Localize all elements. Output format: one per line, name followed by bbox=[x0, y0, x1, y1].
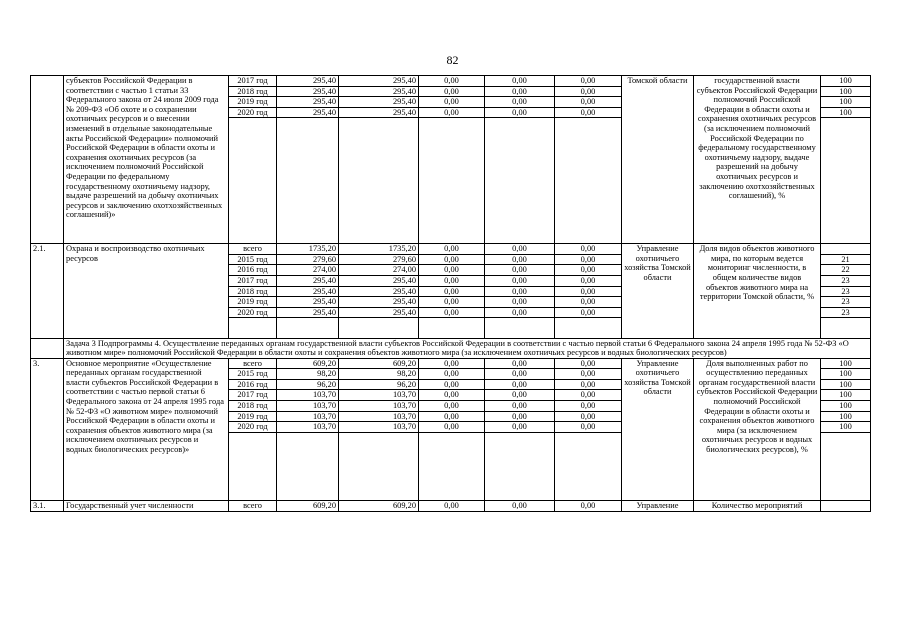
period-cell: 2017 год bbox=[229, 390, 277, 401]
funding-cell: 0,00 bbox=[485, 286, 555, 297]
empty-cell bbox=[555, 118, 622, 244]
indicator-value: 100 bbox=[821, 97, 871, 108]
funding-cell: 0,00 bbox=[419, 97, 485, 108]
period-cell: всего bbox=[229, 358, 277, 369]
funding-cell: 0,00 bbox=[485, 297, 555, 308]
funding-cell: 96,20 bbox=[339, 379, 419, 390]
funding-cell: 0,00 bbox=[555, 501, 622, 512]
funding-cell: 0,00 bbox=[419, 307, 485, 318]
indicator-value: 100 bbox=[821, 379, 871, 390]
total-cell: 96,20 bbox=[277, 379, 339, 390]
funding-cell: 0,00 bbox=[419, 401, 485, 412]
period-cell: 2020 год bbox=[229, 422, 277, 433]
executor-cell: Управление охотничьего хозяйства Томской области bbox=[622, 244, 694, 338]
funding-cell: 0,00 bbox=[555, 254, 622, 265]
period-cell: 2017 год bbox=[229, 275, 277, 286]
period-cell: 2018 год bbox=[229, 401, 277, 412]
funding-cell: 0,00 bbox=[485, 411, 555, 422]
period-cell: 2015 год bbox=[229, 369, 277, 380]
funding-cell: 0,00 bbox=[555, 76, 622, 87]
funding-cell: 0,00 bbox=[485, 369, 555, 380]
total-cell: 295,40 bbox=[277, 97, 339, 108]
indicator-value: 100 bbox=[821, 369, 871, 380]
funding-cell: 0,00 bbox=[555, 286, 622, 297]
empty-cell bbox=[31, 338, 64, 358]
period-cell: 2016 год bbox=[229, 379, 277, 390]
row-code bbox=[31, 76, 64, 244]
funding-cell: 0,00 bbox=[485, 107, 555, 118]
funding-cell: 609,20 bbox=[339, 501, 419, 512]
total-cell: 295,40 bbox=[277, 86, 339, 97]
funding-cell: 0,00 bbox=[555, 265, 622, 276]
empty-cell bbox=[339, 318, 419, 338]
empty-cell bbox=[229, 118, 277, 244]
indicator-value: 23 bbox=[821, 297, 871, 308]
total-cell: 609,20 bbox=[277, 358, 339, 369]
funding-cell: 295,40 bbox=[339, 76, 419, 87]
funding-cell: 0,00 bbox=[485, 422, 555, 433]
activity-name: Основное мероприятие «Осуществление переданных органам государственной власти субъектов Российской Федерации в соответствии с частью первой статьи 6 Федерального закона от 24 апреля 1995 года № 52-ФЗ «О животном мире» полномочий Российской Федерации в области охоты и сохранения объектов животного мира (за исключением охотничьих ресурсов и водных биологических ресурсов)» bbox=[64, 358, 229, 500]
funding-cell: 0,00 bbox=[555, 86, 622, 97]
empty-cell bbox=[229, 432, 277, 500]
funding-cell: 295,40 bbox=[339, 286, 419, 297]
funding-cell: 0,00 bbox=[555, 401, 622, 412]
funding-cell: 1735,20 bbox=[339, 244, 419, 255]
indicator-cell: Доля видов объектов животного мира, по которым ведется мониторинг численности, в общем количестве видов объектов животного мира на территории Томской области, % bbox=[694, 244, 821, 338]
empty-cell bbox=[821, 118, 871, 244]
funding-cell: 0,00 bbox=[419, 297, 485, 308]
funding-cell: 0,00 bbox=[555, 358, 622, 369]
total-cell: 103,70 bbox=[277, 401, 339, 412]
empty-cell bbox=[419, 432, 485, 500]
indicator-value: 23 bbox=[821, 307, 871, 318]
funding-cell: 0,00 bbox=[419, 422, 485, 433]
funding-cell: 0,00 bbox=[555, 390, 622, 401]
empty-cell bbox=[485, 118, 555, 244]
row-code: 3.1. bbox=[31, 501, 64, 512]
funding-cell: 0,00 bbox=[555, 369, 622, 380]
row-code: 2.1. bbox=[31, 244, 64, 338]
funding-cell: 0,00 bbox=[419, 86, 485, 97]
funding-cell: 295,40 bbox=[339, 107, 419, 118]
total-cell: 103,70 bbox=[277, 411, 339, 422]
indicator-value: 100 bbox=[821, 401, 871, 412]
table-row bbox=[31, 244, 871, 255]
funding-cell: 0,00 bbox=[419, 501, 485, 512]
activity-name: Государственный учет численности bbox=[64, 501, 229, 512]
period-cell: 2019 год bbox=[229, 97, 277, 108]
funding-cell: 0,00 bbox=[485, 275, 555, 286]
indicator-value: 100 bbox=[821, 76, 871, 87]
funding-cell: 0,00 bbox=[419, 254, 485, 265]
funding-cell: 0,00 bbox=[555, 307, 622, 318]
empty-cell bbox=[555, 432, 622, 500]
indicator-value: 100 bbox=[821, 390, 871, 401]
executor-cell: Управление охотничьего хозяйства Томской области bbox=[622, 358, 694, 500]
period-cell: всего bbox=[229, 501, 277, 512]
indicator-value: 100 bbox=[821, 107, 871, 118]
funding-cell: 0,00 bbox=[485, 358, 555, 369]
empty-cell bbox=[339, 118, 419, 244]
funding-cell: 0,00 bbox=[555, 97, 622, 108]
funding-cell: 609,20 bbox=[339, 358, 419, 369]
total-cell: 295,40 bbox=[277, 107, 339, 118]
task-row bbox=[31, 338, 871, 358]
activity-name: субъектов Российской Федерации в соответствии с частью 1 статьи 33 Федерального закона от 24 июля 2009 года № 209-ФЗ «Об охоте и о сохранении охотничьих ресурсов и о внесении изменений в отдельные законодательные акты Российской Федерации» полномочий Российской Федерации в области охоты и сохранения охотничьих ресурсов (за исключением полномочий Российской Федерации по федеральному государственному охотничьему надзору, выдаче разрешений на добычу охотничьих ресурсов и заключению охотхозяйственных соглашений)» bbox=[64, 76, 229, 244]
indicator-value bbox=[821, 501, 871, 512]
funding-cell: 0,00 bbox=[419, 275, 485, 286]
empty-cell bbox=[821, 318, 871, 338]
period-cell: 2020 год bbox=[229, 307, 277, 318]
funding-cell: 0,00 bbox=[485, 307, 555, 318]
funding-cell: 103,70 bbox=[339, 390, 419, 401]
funding-cell: 0,00 bbox=[419, 244, 485, 255]
total-cell: 609,20 bbox=[277, 501, 339, 512]
funding-cell: 0,00 bbox=[485, 76, 555, 87]
row-code: 3. bbox=[31, 358, 64, 500]
executor-cell: Управление bbox=[622, 501, 694, 512]
table-row bbox=[31, 358, 871, 369]
funding-cell: 103,70 bbox=[339, 401, 419, 412]
funding-cell: 0,00 bbox=[419, 369, 485, 380]
funding-cell: 295,40 bbox=[339, 275, 419, 286]
empty-cell bbox=[419, 318, 485, 338]
total-cell: 295,40 bbox=[277, 307, 339, 318]
indicator-value: 100 bbox=[821, 422, 871, 433]
funding-cell: 0,00 bbox=[419, 76, 485, 87]
funding-cell: 0,00 bbox=[485, 501, 555, 512]
indicator-value: 22 bbox=[821, 265, 871, 276]
funding-cell: 295,40 bbox=[339, 307, 419, 318]
empty-cell bbox=[555, 318, 622, 338]
page-number: 82 bbox=[446, 53, 459, 67]
funding-cell: 0,00 bbox=[555, 297, 622, 308]
total-cell: 295,40 bbox=[277, 286, 339, 297]
empty-cell bbox=[339, 432, 419, 500]
total-cell: 1735,20 bbox=[277, 244, 339, 255]
total-cell: 103,70 bbox=[277, 422, 339, 433]
funding-cell: 0,00 bbox=[419, 107, 485, 118]
funding-cell: 0,00 bbox=[555, 379, 622, 390]
task-heading: Задача 3 Подпрограммы 4. Осуществление переданных органам государственной власти субъектов Российской Федерации в соответствии с частью первой статьи 6 Федерального закона 24 апреля 1995 года № 52-ФЗ «О животном мире» полномочий Российской Федерации в области охоты и сохранения объектов животного мира (за исключением охотничьих ресурсов и водных биологических ресурсов) bbox=[64, 338, 871, 358]
period-cell: 2020 год bbox=[229, 107, 277, 118]
empty-cell bbox=[229, 318, 277, 338]
funding-cell: 0,00 bbox=[485, 390, 555, 401]
funding-cell: 0,00 bbox=[555, 275, 622, 286]
funding-cell: 0,00 bbox=[485, 379, 555, 390]
period-cell: 2017 год bbox=[229, 76, 277, 87]
funding-cell: 0,00 bbox=[485, 265, 555, 276]
indicator-value: 23 bbox=[821, 275, 871, 286]
funding-cell: 98,20 bbox=[339, 369, 419, 380]
funding-cell: 0,00 bbox=[555, 411, 622, 422]
empty-cell bbox=[277, 118, 339, 244]
funding-cell: 279,60 bbox=[339, 254, 419, 265]
funding-cell: 0,00 bbox=[485, 401, 555, 412]
total-cell: 274,00 bbox=[277, 265, 339, 276]
period-cell: 2015 год bbox=[229, 254, 277, 265]
funding-cell: 103,70 bbox=[339, 422, 419, 433]
funding-cell: 0,00 bbox=[555, 422, 622, 433]
funding-cell: 0,00 bbox=[419, 265, 485, 276]
table-row bbox=[31, 76, 871, 87]
indicator-value: 100 bbox=[821, 411, 871, 422]
total-cell: 295,40 bbox=[277, 76, 339, 87]
indicator-cell: Доля выполненных работ по осуществлению переданных органам государственной власти субъектов Российской Федерации полномочий Российской Федерации в области охоты и сохранения объектов животного мира (за исключением охотничьих ресурсов и водных биологических ресурсов), % bbox=[694, 358, 821, 500]
total-cell: 98,20 bbox=[277, 369, 339, 380]
funding-cell: 0,00 bbox=[419, 286, 485, 297]
empty-cell bbox=[821, 432, 871, 500]
funding-cell: 0,00 bbox=[485, 86, 555, 97]
funding-cell: 0,00 bbox=[555, 107, 622, 118]
indicator-value: 100 bbox=[821, 86, 871, 97]
funding-cell: 274,00 bbox=[339, 265, 419, 276]
total-cell: 295,40 bbox=[277, 297, 339, 308]
program-table bbox=[30, 75, 871, 512]
period-cell: 2018 год bbox=[229, 286, 277, 297]
indicator-value: 23 bbox=[821, 286, 871, 297]
indicator-value: 100 bbox=[821, 358, 871, 369]
empty-cell bbox=[277, 432, 339, 500]
funding-cell: 295,40 bbox=[339, 97, 419, 108]
total-cell: 295,40 bbox=[277, 275, 339, 286]
empty-cell bbox=[277, 318, 339, 338]
funding-cell: 0,00 bbox=[485, 97, 555, 108]
period-cell: 2019 год bbox=[229, 297, 277, 308]
activity-name: Охрана и воспроизводство охотничьих ресурсов bbox=[64, 244, 229, 338]
funding-cell: 103,70 bbox=[339, 411, 419, 422]
period-cell: 2018 год bbox=[229, 86, 277, 97]
funding-cell: 0,00 bbox=[419, 379, 485, 390]
funding-cell: 0,00 bbox=[419, 390, 485, 401]
executor-cell: Томской области bbox=[622, 76, 694, 244]
funding-cell: 0,00 bbox=[419, 358, 485, 369]
empty-cell bbox=[485, 432, 555, 500]
total-cell: 103,70 bbox=[277, 390, 339, 401]
funding-cell: 0,00 bbox=[485, 244, 555, 255]
funding-cell: 295,40 bbox=[339, 86, 419, 97]
empty-cell bbox=[485, 318, 555, 338]
funding-cell: 0,00 bbox=[419, 411, 485, 422]
funding-cell: 0,00 bbox=[485, 254, 555, 265]
indicator-value bbox=[821, 244, 871, 255]
indicator-cell: Количество мероприятий bbox=[694, 501, 821, 512]
indicator-value: 21 bbox=[821, 254, 871, 265]
funding-cell: 0,00 bbox=[555, 244, 622, 255]
funding-cell: 295,40 bbox=[339, 297, 419, 308]
empty-cell bbox=[419, 118, 485, 244]
period-cell: всего bbox=[229, 244, 277, 255]
total-cell: 279,60 bbox=[277, 254, 339, 265]
table-row bbox=[31, 501, 871, 512]
period-cell: 2016 год bbox=[229, 265, 277, 276]
period-cell: 2019 год bbox=[229, 411, 277, 422]
indicator-cell: государственной власти субъектов Российской Федерации полномочий Российской Федерации в области охоты и сохранения охотничьих ресурсов (за исключением полномочий Российской Федерации по федеральному государственному охотничьему надзору, выдаче разрешений на добычу охотничьих ресурсов и заключению охотхозяйственных соглашений), % bbox=[694, 76, 821, 244]
